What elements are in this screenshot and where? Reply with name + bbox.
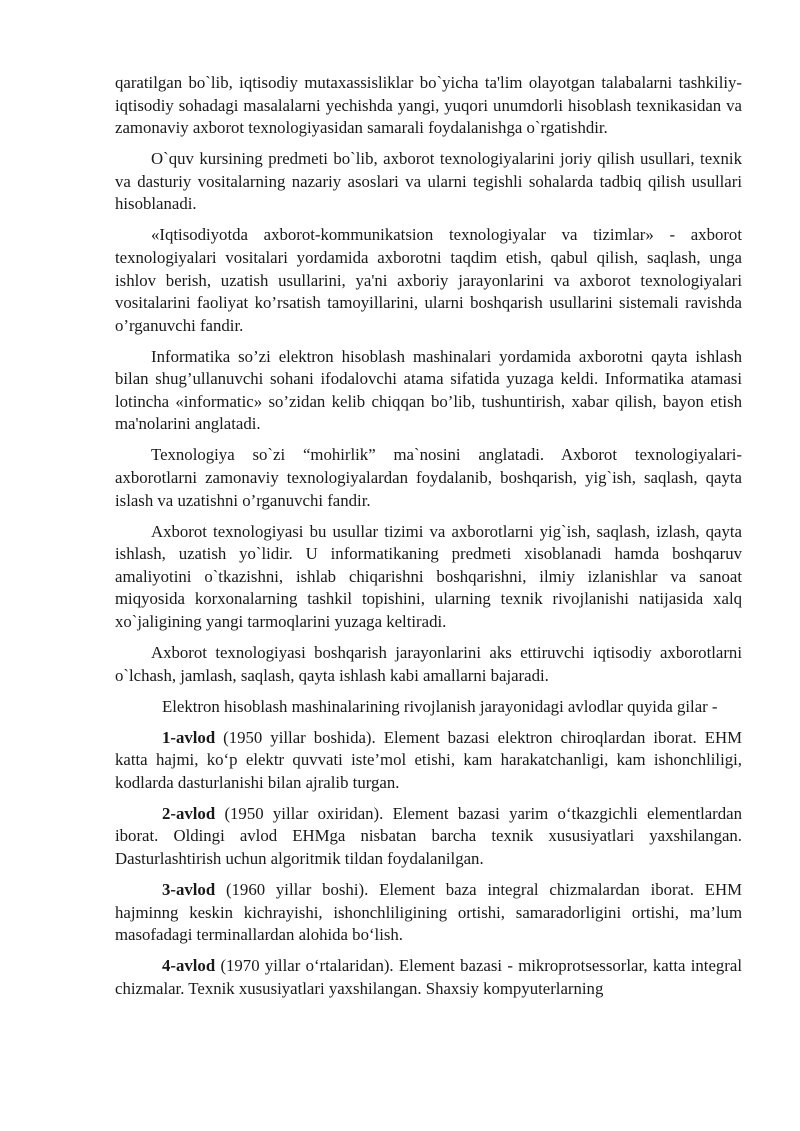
generation-2 (115, 803, 742, 871)
paragraph-ict-definition: «Iqtisodiyotda axborot-kommunikatsion texnologiyalar va tizimlar» - axborot texnologiyalari vositalari yordamida axborotni taqdim etish, qabul qilish, saqlash, unga ishlov berish, uzatish usullarini, ya'ni axboriy jarayonlarini va axborot texnologiyalari vositalarini faoliyat ko’rsatish tamoyillarini, ularni boshqarish usullarini sistemali ravishda o’rganuvchi fandir. (115, 225, 742, 335)
generation-2-label: 2-avlod (162, 803, 216, 823)
generation-1 (115, 727, 742, 795)
paragraph-course-subject: O`quv kursining predmeti bo`lib, axborot texnologiyalarini joriy qilish usullari, texnik va dasturiy vositalarning nazariy asoslari va ularni tegishli sohalarda tadbiq qilish usullari hisoblanadi. (115, 149, 742, 214)
generation-3 (115, 879, 742, 947)
generation-4-label: 4-avlod (162, 956, 216, 976)
generation-1-label: 1-avlod (162, 727, 216, 747)
generation-2-text: (1950 yillar oxiridan). Element bazasi yarim o‘tkazgichli elementlardan iborat. Oldingi avlod EHMga nisbatan barcha texnik xususiyatlari yaxshilangan. Dasturlashtirish uchun algoritmik tildan foydalanilgan. (115, 803, 742, 868)
paragraph-technology: Texnologiya so`zi “mohirlik” ma`nosini anglatadi. Axborot texnologiyalari-axborotlarni zamonaviy texnologiyalardan foydalanib, boshqarish, yig`ish, saqlash, qayta islash va uzatishni o’rganuvchi fandir. (115, 445, 742, 510)
generation-4-text: (1970 yillar o‘rtalaridan). Element bazasi - mikroprotsessorlar, katta integral chizmalar. Texnik xususiyatlari yaxshilangan. Shaxsiy kompyuterlarning (115, 956, 742, 998)
paragraph-generations-intro: Elektron hisoblash mashinalarining rivojlanish jarayonidagi avlodlar quyida gilar - (162, 696, 718, 716)
generation-3-text: (1960 yillar boshi). Element baza integral chizmalardan iborat. EHM hajminng keskin kichrayishi, ishonchliligining ortishi, samaradorligini ortishi, ma’lum masofadagi terminallardan alohida bo‘lish. (115, 879, 742, 945)
generation-1-text: (1950 yillar boshida). Element bazasi elektron chiroqlardan iborat. EHM katta hajmi, ko‘p elektr quvvati iste’mol etishi, kam harakatchanligi, kam ishonchliligi, kodlarda dasturlanishi bilan ajralib turgan. (115, 727, 742, 792)
generation-4 (115, 955, 742, 1000)
paragraph-intro-continuation: qaratilgan bo`lib, iqtisodiy mutaxassisliklar bo`yicha ta'lim olayotgan talabalarni tashkiliy-iqtisodiy sohadagi masalalarni yechishda yangi, yuqori unumdorli hisoblash texnikasidan va zamonaviy axborot texnologiyasidan samarali foydalanishga o`rgatishdir. (115, 73, 742, 138)
paragraph-info-tech-management: Axborot texnologiyasi boshqarish jarayonlarini aks ettiruvchi iqtisodiy axborotlarni o`lchash, jamlash, saqlash, qayta ishlash kabi amallarni bajaradi. (115, 643, 742, 685)
document-page (115, 72, 742, 1009)
paragraph-informatics: Informatika so’zi elektron hisoblash mashinalari yordamida axborotni qayta ishlash bilan shug’ullanuvchi sohani ifodalovchi atama sifatida yuzaga keldi. Informatika atamasi lotincha «informatic» so’zidan kelib chiqqan bo’lib, tushuntirish, xabar qilish, bayon etish ma'nolarini anglatadi. (115, 346, 742, 434)
paragraph-info-tech: Axborot texnologiyasi bu usullar tizimi va axborotlarni yig`ish, saqlash, izlash, qayta ishlash, uzatish yo`lidir. U informatikaning predmeti xisoblanadi hamda boshqaruv amaliyotini o`tkazishni, ishlab chiqarishni boshqarishni, ilmiy izlanishlar va sanoat miqyosida korxonalarning tashkil topishini, ularning texnik rivojlanishi natijasida xalq xo`jaligining yangi tarmoqlarini yuzaga keltiradi. (115, 521, 742, 632)
generation-3-label: 3-avlod (162, 879, 216, 899)
